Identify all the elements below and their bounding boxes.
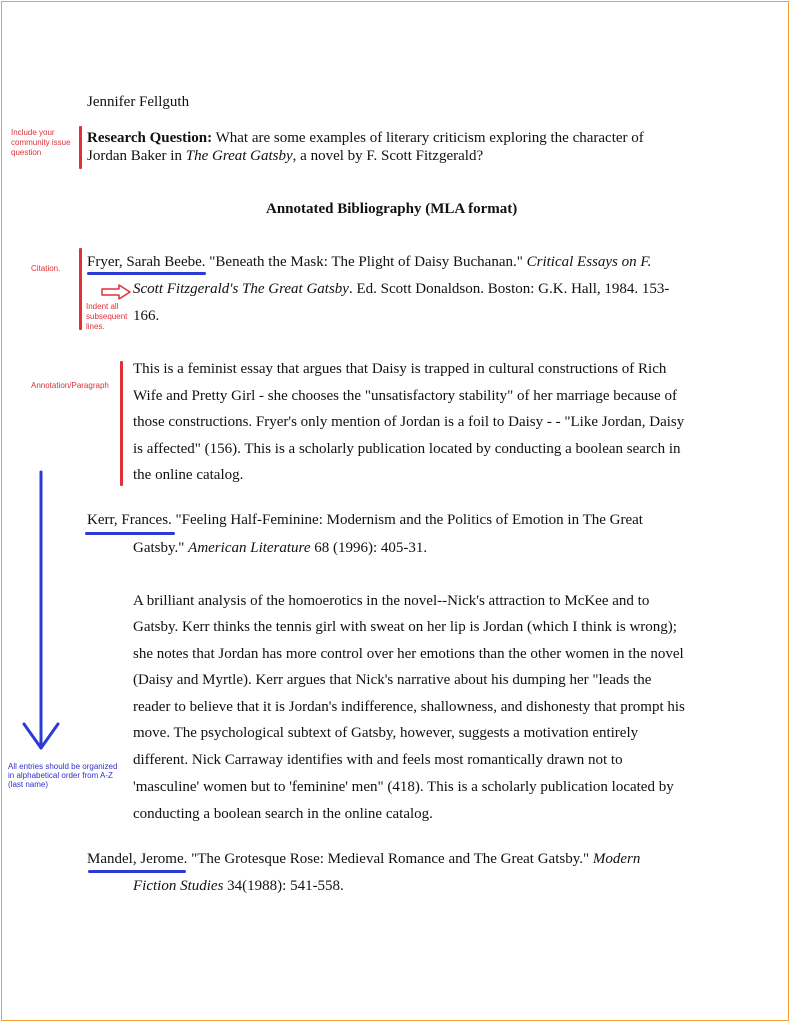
note-line: Indent all <box>86 302 119 311</box>
note-line: subsequent <box>86 312 128 321</box>
entry1-citation-line-1 <box>87 254 651 271</box>
research-question-line-2 <box>87 148 483 165</box>
entry3-author-underline <box>88 870 186 873</box>
annotation-line: the online catalog. <box>133 467 244 483</box>
annotation-line: (Daisy and Myrtle). Kerr argues that Nick's narrative about his dumping her "leads the <box>133 672 652 688</box>
note-alphabetical <box>8 762 117 789</box>
entry2-citation-line-2 <box>133 540 427 557</box>
annotation-line: those constructions. Fryer's only mention of Jordan is a foil to Daisy - - "Like Jordan, Daisy <box>133 414 685 430</box>
indent-arrow-icon <box>101 284 131 300</box>
entry2-title-end: Gatsby." <box>133 540 189 556</box>
research-question-marker <box>79 126 82 169</box>
entry3-publication-info: 34(1988): 541-558. <box>223 878 344 894</box>
research-question-line-1 <box>87 130 644 147</box>
research-question-label: Research Question: <box>87 130 213 146</box>
note-line: question <box>11 148 42 157</box>
entry1-citation-line-3: 166. <box>133 308 160 324</box>
note-line: All entries should be organized <box>8 762 118 771</box>
annotation-line: is affected" (156). This is a scholarly publication located by conducting a boolean search in <box>133 441 681 457</box>
entry3-citation-line-1 <box>87 851 640 868</box>
research-question-text: What are some examples of literary criticism exploring the character of <box>212 130 644 146</box>
annotation-line: she notes that Jordan has more control over her emotions than the other women in the novel <box>133 646 684 662</box>
rq-line2-text: Jordan Baker in <box>87 148 186 164</box>
annotation-marker <box>120 361 123 486</box>
annotation-line: Gatsby. Kerr thinks the tennis girl with sweat on her lip is Jordan (which I think is wrong); <box>133 619 677 635</box>
entry2-author-underline <box>85 532 175 535</box>
entry3-journal-title-end: Fiction Studies <box>133 878 224 894</box>
entry2-citation-line-1 <box>87 512 643 529</box>
rq-line2-end: , a novel by F. Scott Fitzgerald? <box>292 148 484 164</box>
annotation-line: conducting a boolean search in the online catalog. <box>133 806 433 822</box>
note-line: lines. <box>86 322 105 331</box>
down-arrow-icon <box>20 470 62 755</box>
entry3-citation-line-2 <box>133 878 344 895</box>
entry3-author: Mandel, Jerome <box>87 851 184 867</box>
annotation-line: move. The psychological subtext of Gatsby, however, suggests a motivation entirely <box>133 725 639 741</box>
annotation-line: This is a feminist essay that argues that Daisy is trapped in cultural constructions of Rich <box>133 361 667 377</box>
note-line: in alphabetical order from A-Z <box>8 771 113 780</box>
entry1-author: Fryer, Sarah Beebe <box>87 254 202 270</box>
entry1-book-title: Scott Fitzgerald's The Great Gatsby <box>133 281 349 297</box>
annotation-line: 'masculine' women but to 'feminine' men" (418). This is a scholarly publication located by <box>133 779 674 795</box>
annotation-line: Wife and Pretty Girl - she chooses the "unsatisfactory stability" of her marriage because of <box>133 388 677 404</box>
note-line: community issue <box>11 138 71 147</box>
note-annotation: Annotation/Paragraph <box>31 381 109 390</box>
author-name: Jennifer Fellguth <box>87 94 190 110</box>
entry1-publication-info: . Ed. Scott Donaldson. Boston: G.K. Hall, 1984. 153- <box>348 281 670 297</box>
entry2-journal-title: American Literature <box>188 540 311 556</box>
rq-book-title: The Great Gatsby <box>185 148 293 164</box>
annotation-line: A brilliant analysis of the homoerotics in the novel--Nick's attraction to McKee and to <box>133 593 650 609</box>
entry1-article-title: . "Beneath the Mask: The Plight of Daisy Buchanan." <box>201 254 527 270</box>
note-citation: Citation. <box>31 264 61 273</box>
page-heading: Annotated Bibliography (MLA format) <box>266 201 518 217</box>
entry3-journal-title-start: Modern <box>592 851 641 867</box>
note-indent <box>86 302 127 332</box>
entry2-author: Kerr, Frances <box>87 512 169 528</box>
entry3-article-title: . "The Grotesque Rose: Medieval Romance and The Great Gatsby." <box>183 851 593 867</box>
entry1-author-underline <box>87 272 206 275</box>
entry1-citation-line-2 <box>133 281 669 298</box>
entry2-publication-info: 68 (1996): 405-31. <box>310 540 428 556</box>
citation-marker <box>79 248 82 330</box>
note-line: Include your <box>11 128 55 137</box>
note-line: (last name) <box>8 780 49 789</box>
annotation-line: different. Nick Carraway identifies with and feels most romantically drawn not to <box>133 752 623 768</box>
entry1-source-title: Critical Essays on F. <box>526 254 652 270</box>
note-community-issue <box>11 128 71 158</box>
entry2-article-title: . "Feeling Half-Feminine: Modernism and the Politics of Emotion in The Great <box>168 512 643 528</box>
annotation-line: reader to believe that it is Jordan's indifference, shallowness, and dishonesty that prompt his <box>133 699 685 715</box>
